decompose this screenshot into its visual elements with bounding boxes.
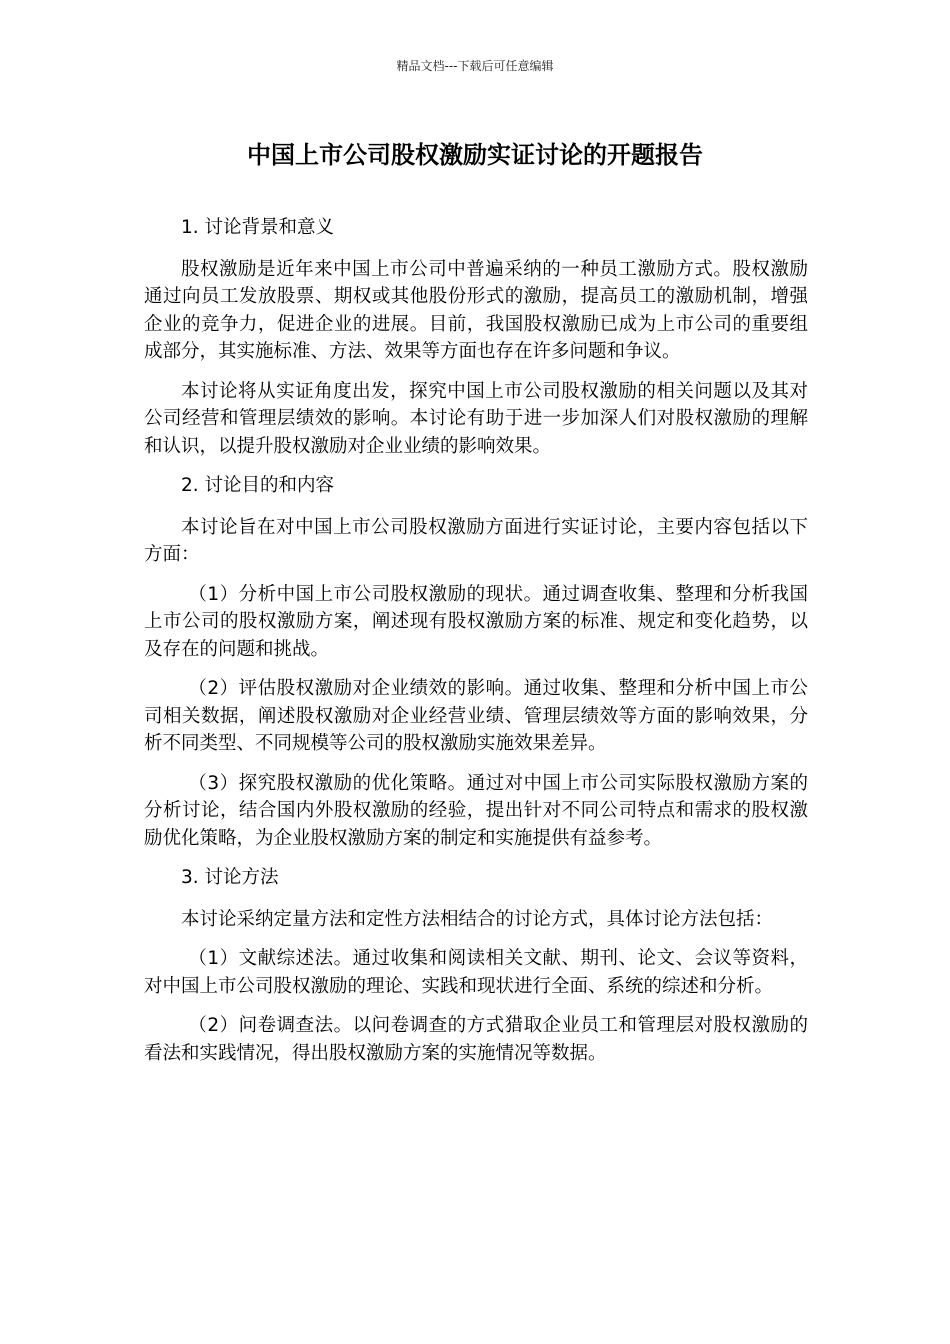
body-paragraph: 本讨论将从实证角度出发，探究中国上市公司股权激励的相关问题以及其对公司经营和管理层绩效的影响。本讨论有助于进一步加深人们对股权激励的理解和认识，以提升股权激励对企业业绩的影响效果。: [144, 380, 808, 457]
section-heading-methods: 3. 讨论方法: [181, 867, 279, 888]
list-item: （2）评估股权激励对企业绩效的影响。通过收集、整理和分析中国上市公司相关数据，阐述股权激励对企业经营业绩、管理层绩效等方面的影响效果，分析不同类型、不同规模等公司的股权激励实施效果差异。: [144, 678, 808, 754]
document-body: [144, 214, 808, 1079]
body-paragraph: 本讨论旨在对中国上市公司股权激励方面进行实证讨论，主要内容包括以下方面：: [144, 516, 808, 565]
document-title: 中国上市公司股权激励实证讨论的开题报告: [247, 141, 703, 169]
list-item: （3）探究股权激励的优化策略。通过对中国上市公司实际股权激励方案的分析讨论，结合国内外股权激励的经验，提出针对不同公司特点和需求的股权激励优化策略，为企业股权激励方案的制定和实施提供有益参考。: [144, 772, 808, 849]
list-item: （2）问卷调查法。以问卷调查的方式猎取企业员工和管理层对股权激励的看法和实践情况，得出股权激励方案的实施情况等数据。: [144, 1015, 808, 1064]
list-item: （1）文献综述法。通过收集和阅读相关文献、期刊、论文、会议等资料，对中国上市公司股权激励的理论、实践和现状进行全面、系统的综述和分析。: [144, 948, 808, 997]
body-paragraph: 本讨论采纳定量方法和定性方法相结合的讨论方式，具体讨论方法包括：: [181, 908, 774, 930]
header-note: 精品文档---下载后可任意编辑: [396, 59, 554, 73]
section-heading-background: 1. 讨论背景和意义: [181, 217, 335, 238]
section-heading-purpose: 2. 讨论目的和内容: [181, 475, 335, 496]
body-paragraph: 股权激励是近年来中国上市公司中普遍采纳的一种员工激励方式。股权激励通过向员工发放股票、期权或其他股份形式的激励，提高员工的激励机制，增强企业的竞争力，促进企业的进展。目前，我国股权激励已成为上市公司的重要组成部分，其实施标准、方法、效果等方面也存在许多问题和争议。: [144, 258, 808, 362]
list-item: （1）分析中国上市公司股权激励的现状。通过调查收集、整理和分析我国上市公司的股权激励方案，阐述现有股权激励方案的标准、规定和变化趋势，以及存在的问题和挑战。: [144, 583, 808, 660]
